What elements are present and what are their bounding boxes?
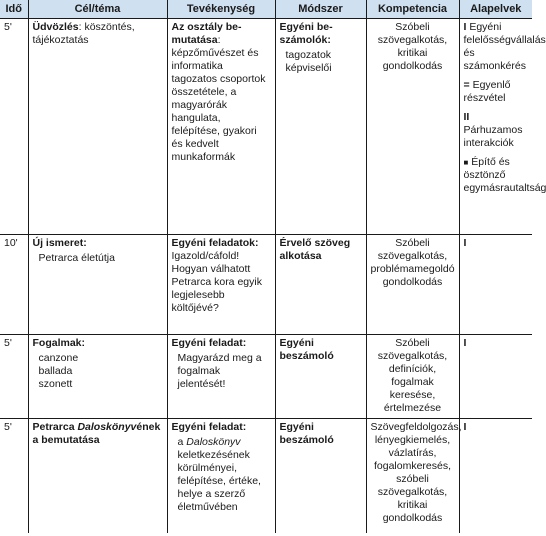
cell-ido: 5' xyxy=(0,335,28,419)
table-row xyxy=(0,235,532,335)
alapelv-item: II Párhuzamos interakciók xyxy=(463,111,523,149)
header-alapelvek: Alapelvek xyxy=(459,0,532,19)
tev-title: Egyéni feladat: xyxy=(171,421,247,433)
cell-alapelvek xyxy=(459,19,546,235)
cell-modszer xyxy=(275,19,366,235)
mod-title: Érvelő szöveg alkotása xyxy=(279,237,351,262)
mod-title: Egyéni be-számolók: xyxy=(279,21,333,46)
mod-title: Egyéni beszámoló xyxy=(279,337,334,362)
header-ido: Idő xyxy=(0,0,28,19)
tev-title: Az osztály be-mutatása xyxy=(171,21,242,46)
alapelv-item: I xyxy=(463,337,467,349)
tev-title: Egyéni feladatok: xyxy=(171,237,259,249)
cel-item: szonett xyxy=(38,378,73,390)
cell-kompetencia xyxy=(366,335,459,419)
cell-cel xyxy=(28,419,167,533)
tev-text: a Daloskönyv keletkezésének körülményei, felépítése, értéke, helye a szerző életművében xyxy=(177,436,261,513)
tev-text: : képzőművészet és informatika tagozatos csoportok összetétele, a magyarórák hangulata, felépítése, gyakori és kedvelt munkaformák xyxy=(171,34,266,163)
cel-text: Petrarca életútja xyxy=(38,252,115,264)
header-cel: Cél/téma xyxy=(28,0,167,19)
table-row xyxy=(0,335,532,419)
cel-title: Petrarca Daloskönyvének a bemutatása xyxy=(32,421,161,446)
alapelv-item: I Egyéni felelősségvállalás és számonkérés xyxy=(463,21,546,72)
cell-cel xyxy=(28,19,167,235)
cel-item: ballada xyxy=(38,365,73,377)
cel-title: Üdvözlés xyxy=(32,21,79,33)
komp-text: Szóbeli szövegalkotás, definíciók, fogalmak keresése, értelmezése xyxy=(377,337,448,414)
cell-cel xyxy=(28,335,167,419)
alapelv-item: = Egyenlő részvétel xyxy=(463,79,511,104)
cel-item: canzone xyxy=(38,352,79,364)
cell-cel xyxy=(28,235,167,335)
mod-title: Egyéni beszámoló xyxy=(279,421,334,446)
cell-tevekenyseg xyxy=(167,235,275,335)
cell-kompetencia xyxy=(366,235,459,335)
cel-title: Új ismeret: xyxy=(32,237,87,249)
header-kompetencia: Kompetencia xyxy=(366,0,459,19)
cell-modszer xyxy=(275,335,366,419)
square-icon: ■ xyxy=(463,158,469,167)
header-tevekenyseg: Tevékenység xyxy=(167,0,275,19)
cell-ido: 5' xyxy=(0,19,28,235)
cel-text: : köszöntés, tájékoztatás xyxy=(32,21,135,46)
tev-text: Magyarázd meg a fogalmak jelentését! xyxy=(177,352,262,390)
cell-alapelvek xyxy=(459,335,532,419)
cell-tevekenyseg xyxy=(167,19,275,235)
cell-tevekenyseg xyxy=(167,419,275,533)
alapelv-item: I xyxy=(463,237,467,249)
header-modszer: Módszer xyxy=(275,0,366,19)
cell-alapelvek xyxy=(459,419,532,533)
cell-modszer xyxy=(275,419,366,533)
komp-text: Szóbeli szövegalkotás, kritikai gondolkodás xyxy=(377,21,448,72)
mod-text: tagozatok képviselői xyxy=(285,49,332,74)
alapelv-item: I xyxy=(463,421,467,433)
cel-title: Fogalmak: xyxy=(32,337,86,349)
cell-kompetencia xyxy=(366,419,462,533)
header-row xyxy=(0,0,532,19)
alapelv-item: ■ Építő és ösztönző egymásrautaltság xyxy=(463,156,546,194)
table-row xyxy=(0,419,532,533)
cell-ido: 10' xyxy=(0,235,28,335)
tev-text: Igazold/cáfold! Hogyan válhatott Petrarca kora egyik legjelesebb költőjévé? xyxy=(171,250,262,314)
cell-alapelvek xyxy=(459,235,532,335)
cell-modszer xyxy=(275,235,366,335)
cell-tevekenyseg xyxy=(167,335,275,419)
cell-ido: 5' xyxy=(0,419,28,533)
komp-text: Szóbeli szövegalkotás, problémamegoldó gondolkodás xyxy=(370,237,455,288)
table-row xyxy=(0,19,532,235)
tev-title: Egyéni feladat: xyxy=(171,337,247,349)
komp-text: Szövegfeldolgozás, lényegkiemelés, vázlatírás, fogalomkeresés, szóbeli szövegalkotás, kritikai gondolkodás xyxy=(370,421,462,524)
cell-kompetencia xyxy=(366,19,459,235)
